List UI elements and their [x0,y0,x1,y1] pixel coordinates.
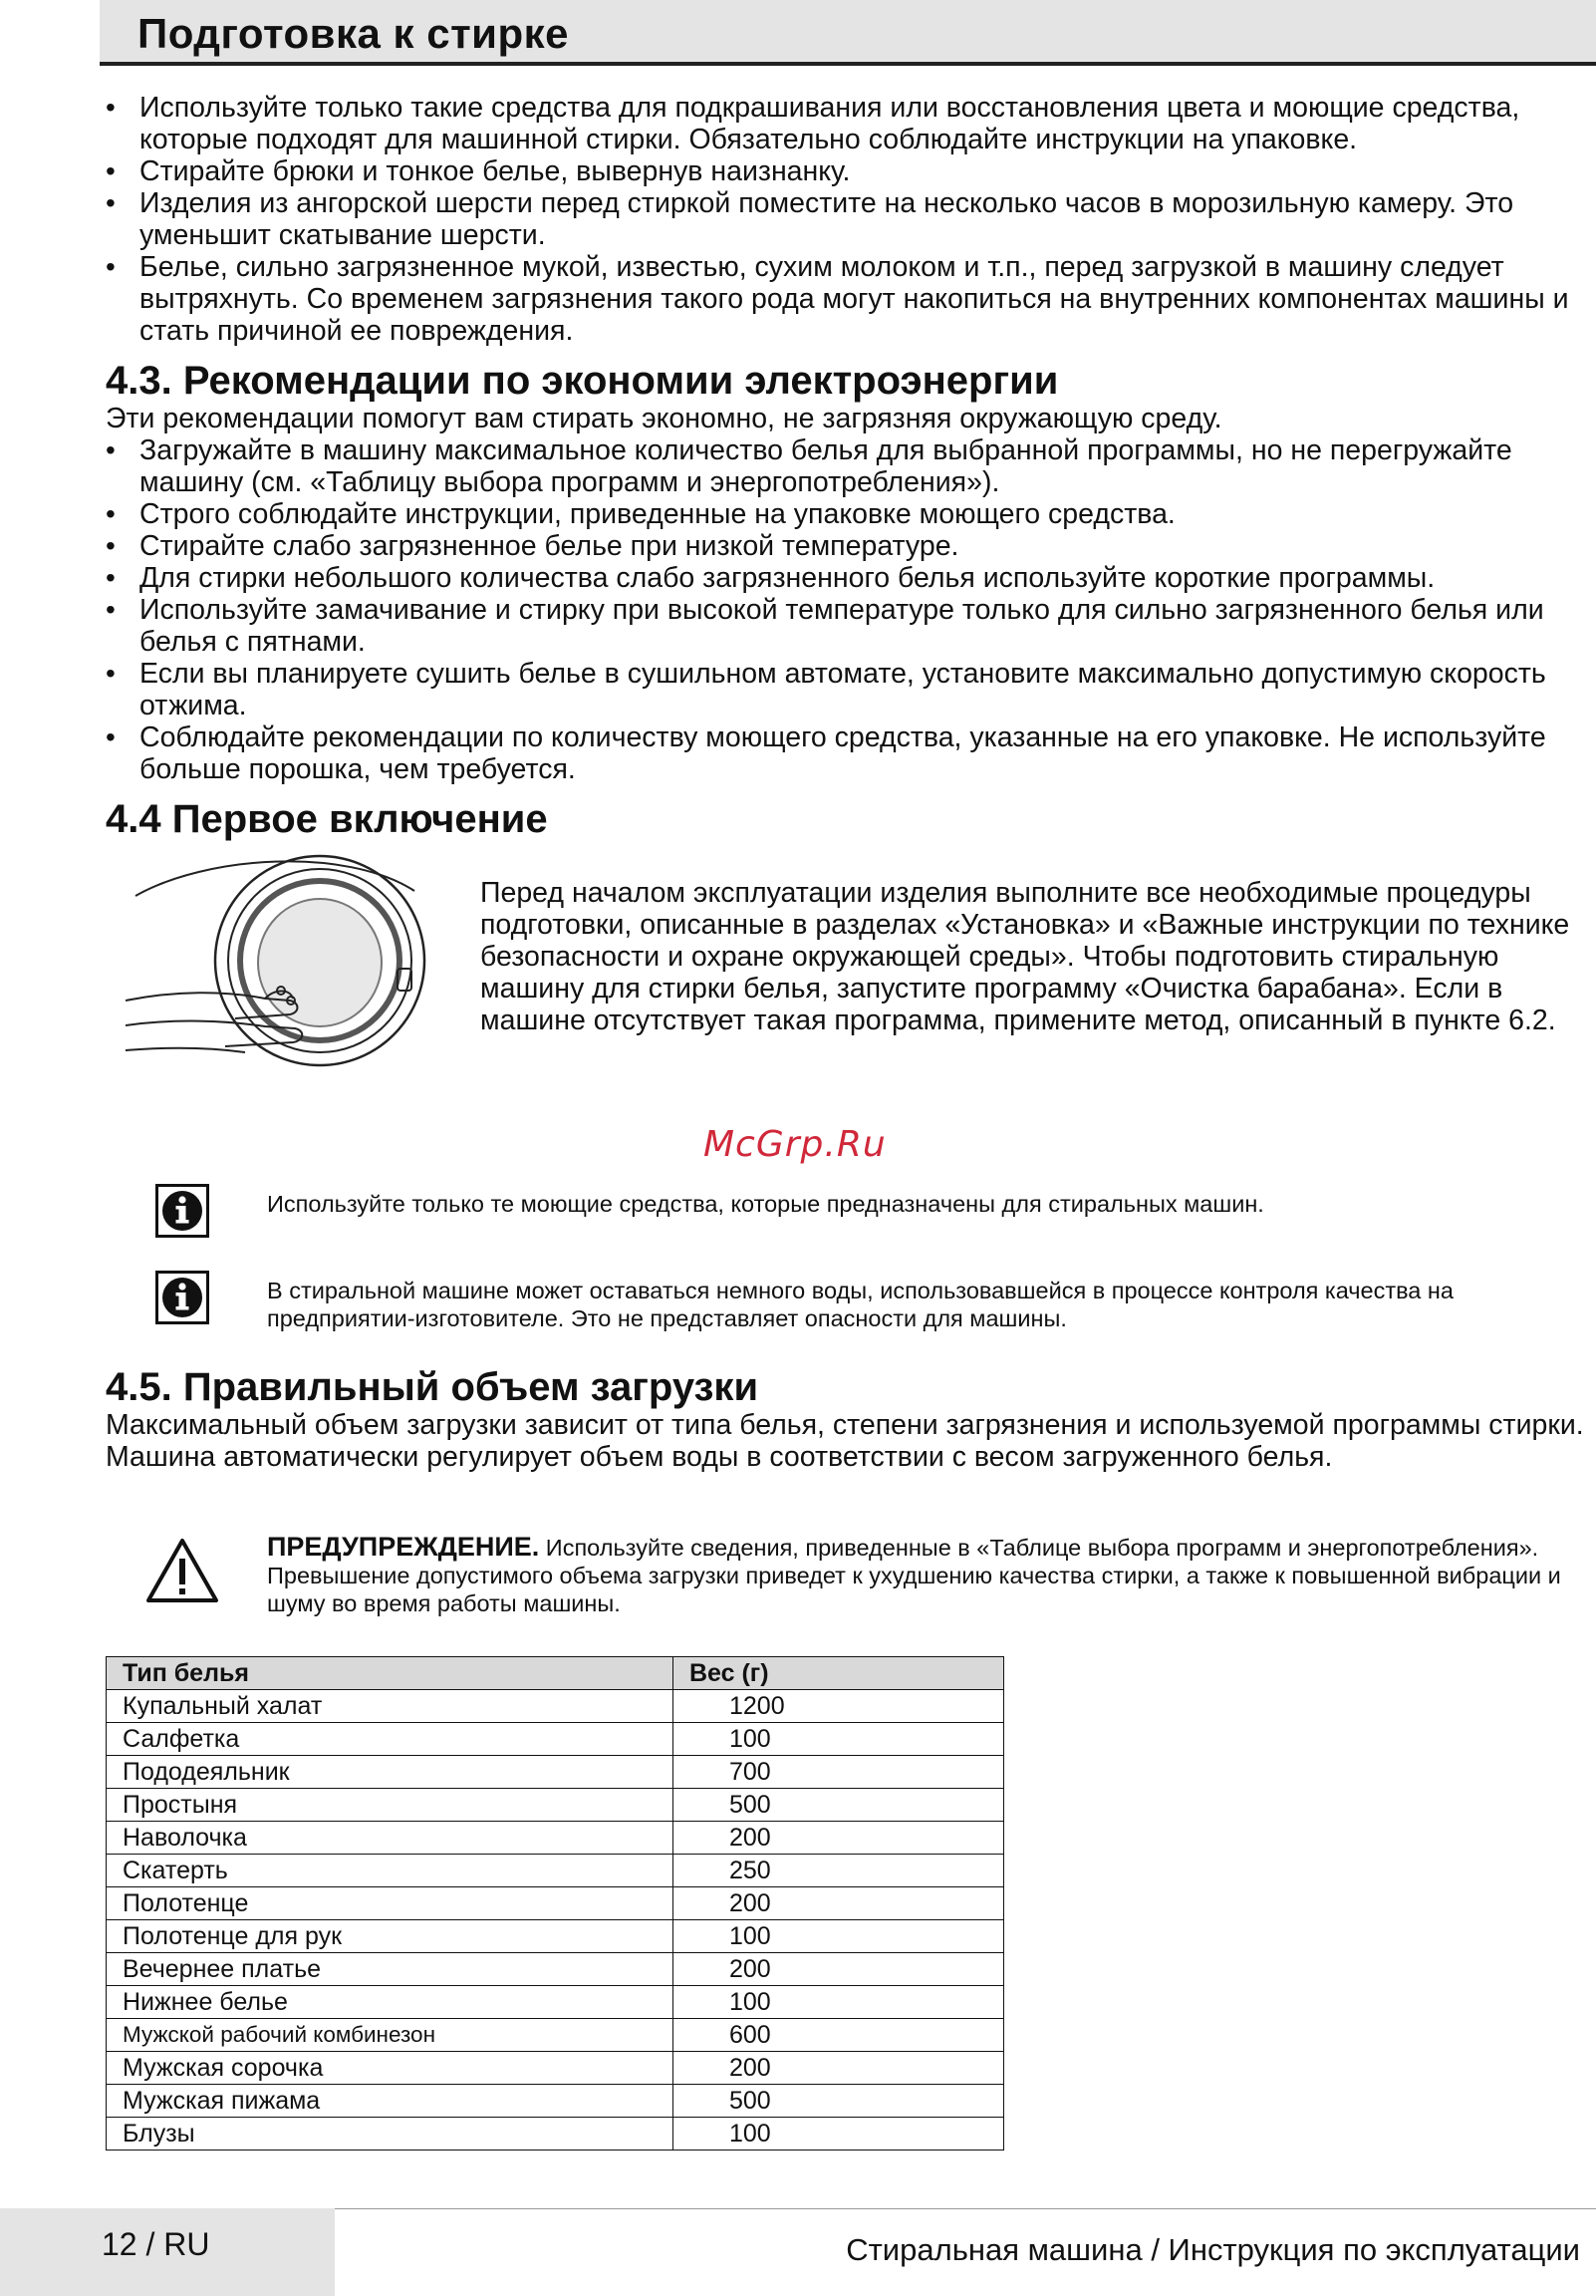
section-paragraph: Машина автоматически регулирует объем воды в соответствии с весом загруженного белья. [106,1441,1333,1473]
cell-type: Салфетка [107,1723,673,1756]
table-row [107,1756,1004,1789]
list-item: • Для стирки небольшого количества слабо загрязненного белья используйте короткие программы. [106,562,1590,594]
list-item: • Белье, сильно загрязненное мукой, известью, сухим молоком и т.п., перед загрузкой в машину следует вытряхнуть. Со временем загрязнения такого рода могут накопиться на внутренних компонентах машины и стать причиной ее повреждения. [106,251,1590,347]
watermark-text: McGrp.Ru [703,1124,887,1165]
page-header-title: Подготовка к стирке [137,10,570,57]
table-row [107,2118,1004,2151]
table-header-row [107,1657,1004,1690]
section-heading-4-4: 4.4 Первое включение [106,797,548,841]
table-row [107,1822,1004,1855]
list-item: • Строго соблюдайте инструкции, приведенные на упаковке моющего средства. [106,498,1590,530]
list-item: • Соблюдайте рекомендации по количеству моющего средства, указанные на его упаковке. Не используйте больше порошка, чем требуется. [106,721,1590,785]
cell-weight: 250 [673,1855,1004,1887]
laundry-weight-table [106,1656,1004,2151]
section-intro: Эти рекомендации помогут вам стирать экономно, не загрязняя окружающую среду. [106,403,1222,434]
cell-type: Мужская пижама [107,2085,673,2118]
intro-bullet-list [106,92,1590,347]
table-row [107,2019,1004,2052]
note-text: В стиральной машине может оставаться немного воды, использовавшейся в процессе контроля качества на предприятии-изготовителе. Это не представляет опасности для машины. [267,1278,1454,1331]
list-item: • Стирайте слабо загрязненное белье при низкой температуре. [106,530,1590,562]
list-item: • Если вы планируете сушить белье в сушильном автомате, установите максимально допустимую скорость отжима. [106,658,1590,721]
list-item: • Загружайте в машину максимальное количество белья для выбранной программы, но не перегружайте машину (см. «Таблицу выбора программ и энергопотребления»). [106,434,1590,498]
cell-type: Нижнее белье [107,1986,673,2019]
cell-type: Купальный халат [107,1690,673,1723]
warning-body: Используйте сведения, приведенные в «Таблице выбора программ и энергопотребления». Превышение допустимого объема загрузки приведет к ухудшению качества стирки, а также к повышенной вибрации и шуму во время работы машины. [267,1535,1561,1616]
first-run-block [106,851,1590,1070]
list-item: • Используйте замачивание и стирку при высокой температуре только для сильно загрязненного белья или белья с пятнами. [106,594,1590,658]
cell-weight: 100 [673,1920,1004,1953]
section-load-volume [106,1365,1590,1473]
cell-type: Наволочка [107,1822,673,1855]
list-item: • Используйте только такие средства для подкрашивания или восстановления цвета и моющие средства, которые подходят для машинной стирки. Обязательно соблюдайте инструкции на упаковке. [106,92,1590,155]
cell-weight: 600 [673,2019,1004,2052]
cell-type: Скатерть [107,1855,673,1887]
table-row [107,1690,1004,1723]
cell-type: Простыня [107,1789,673,1822]
footer-divider [335,2208,1596,2209]
cell-weight: 100 [673,1723,1004,1756]
cell-type: Полотенце для рук [107,1920,673,1953]
cell-weight: 200 [673,2052,1004,2085]
column-header-type: Тип белья [107,1657,673,1690]
table-row [107,1887,1004,1920]
cell-type: Полотенце [107,1887,673,1920]
section-heading-4-3: 4.3. Рекомендации по экономии электроэнергии [106,359,1059,403]
table-row [107,1789,1004,1822]
warning-triangle-icon [145,1537,219,1604]
info-icon [155,1184,209,1238]
table-row [107,1920,1004,1953]
cell-type: Пододеяльник [107,1756,673,1789]
cell-weight: 200 [673,1887,1004,1920]
first-run-text: Перед началом эксплуатации изделия выполните все необходимые процедуры подготовки, описанные в разделах «Установка» и «Важные инструкции по технике безопасности и охране окружающей среды». Чтобы подготовить стиральную машину для стирки белья, запустите программу «Очистка барабана». Если в машине отсутствует такая программа, примените метод, описанный в пункте 6.2. [480,877,1570,1036]
page-header [100,0,1596,66]
table-row [107,2085,1004,2118]
cell-weight: 200 [673,1953,1004,1986]
warning-text [267,1533,1582,1617]
cell-weight: 700 [673,1756,1004,1789]
page-number: 12 / RU [102,2226,210,2262]
section-first-run [106,797,1590,1070]
table-row [107,1953,1004,1986]
note-text: Используйте только те моющие средства, которые предназначены для стиральных машин. [267,1191,1264,1217]
cell-weight: 500 [673,1789,1004,1822]
cell-type: Мужской рабочий комбинезон [107,2019,673,2052]
cell-weight: 100 [673,1986,1004,2019]
cell-type: Блузы [107,2118,673,2151]
cell-weight: 1200 [673,1690,1004,1723]
warning-label: ПРЕДУПРЕЖДЕНИЕ. [267,1532,540,1562]
cell-weight: 100 [673,2118,1004,2151]
section-paragraph: Максимальный объем загрузки зависит от типа белья, степени загрязнения и используемой программы стирки. [106,1409,1584,1441]
column-header-weight: Вес (г) [673,1657,1004,1690]
table-row [107,2052,1004,2085]
cell-type: Вечернее платье [107,1953,673,1986]
footer-document-title: Стиральная машина / Инструкция по эксплуатации [846,2232,1580,2267]
washing-machine-door-illustration [116,851,444,1070]
info-icon [155,1271,209,1324]
main-content [106,92,1590,1070]
energy-bullet-list [106,434,1590,785]
list-item: • Стирайте брюки и тонкое белье, вывернув наизнанку. [106,155,1590,187]
cell-type: Мужская сорочка [107,2052,673,2085]
section-heading-4-5: 4.5. Правильный объем загрузки [106,1365,759,1409]
cell-weight: 200 [673,1822,1004,1855]
table-row [107,1986,1004,2019]
table-row [107,1855,1004,1887]
section-energy-saving [106,359,1590,785]
cell-weight: 500 [673,2085,1004,2118]
list-item: • Изделия из ангорской шерсти перед стиркой поместите на несколько часов в морозильную камеру. Это уменьшит скатывание шерсти. [106,187,1590,251]
table-row [107,1723,1004,1756]
